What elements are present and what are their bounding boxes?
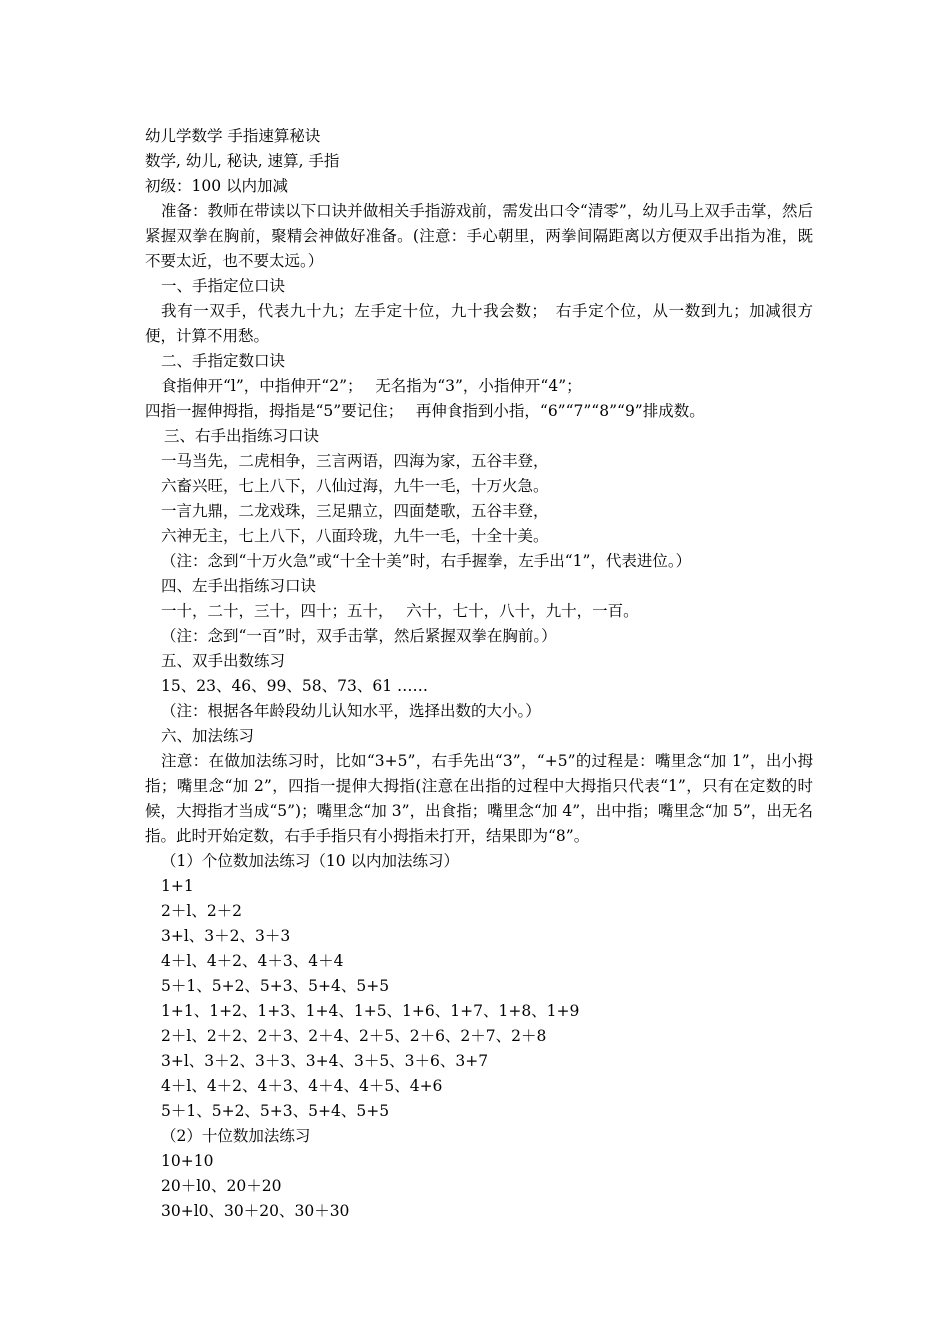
practice-line: 1+1、1+2、1+3、1+4、1+5、1+6、1+7、1+8、1+9 <box>161 1002 580 1020</box>
section-5-note: （注：根据各年龄段幼儿认知水平，选择出数的大小。） <box>161 702 541 720</box>
practice-line: 3+l、3＋2、3＋3、3+4、3＋5、3＋6、3+7 <box>161 1052 489 1070</box>
doc-title: 幼儿学数学 手指速算秘诀 <box>145 127 321 145</box>
practice-2-heading: （2）十位数加法练习 <box>161 1127 311 1145</box>
section-1-heading: 一、手指定位口诀 <box>161 277 286 295</box>
section-3-line: 一马当先，二虎相争，三言两语，四海为家，五谷丰登， <box>161 452 549 470</box>
section-4-line: 一十，二十，三十，四十；五十， 六十，七十，八十，九十，一百。 <box>161 602 639 620</box>
practice-line: 5＋1、5+2、5+3、5+4、5+5 <box>161 977 390 995</box>
section-3-heading: 三、右手出指练习口诀 <box>164 427 320 445</box>
section-5-heading: 五、双手出数练习 <box>161 652 286 670</box>
section-2-heading: 二、手指定数口诀 <box>161 352 286 370</box>
section-3-note: （注：念到“十万火急”或“十全十美”时，右手握拳，左手出“1”，代表进位。） <box>161 552 692 570</box>
doc-level: 初级：100 以内加减 <box>145 177 289 195</box>
section-6-text: 注意：在做加法练习时，比如“3+5”，右手先出“3”，“+5”的过程是：嘴里念“加 1”，出小拇指；嘴里念“加 2”，四指一提伸大拇指(注意在出指的过程中大拇指只代表“1”，只有在定数的时候，大拇指才当成“5”)；嘴里念“加 3”，出食指；嘴里念“加 4”，出中指；嘴里念“加 5”，出无名指。此时开始定数，右手手指只有小拇指未打开，结果即为“8”。 <box>145 752 813 845</box>
doc-keywords: 数学, 幼儿, 秘诀, 速算, 手指 <box>145 152 340 170</box>
practice-line: 20＋l0、20＋20 <box>161 1177 282 1195</box>
practice-line: 5＋1、5+2、5+3、5+4、5+5 <box>161 1102 390 1120</box>
section-3-line: 一言九鼎，二龙戏珠，三足鼎立，四面楚歌，五谷丰登， <box>161 502 549 520</box>
section-2-line-2: 四指一握伸拇指，拇指是“5”要记住； 再伸食指到小指，“6”“7”“8”“9”排成数。 <box>145 402 705 420</box>
practice-line: 1+1 <box>161 877 194 895</box>
section-1-text: 我有一双手，代表九十九；左手定十位，九十我会数； 右手定个位，从一数到九；加减很方便，计算不用愁。 <box>145 302 813 345</box>
section-3-line: 六神无主，七上八下，八面玲珑，九牛一毛，十全十美。 <box>161 527 549 545</box>
section-5-line: 15、23、46、99、58、73、61 …… <box>161 677 428 695</box>
practice-line: 4＋l、4＋2、4＋3、4＋4 <box>161 952 344 970</box>
practice-line: 4＋l、4＋2、4＋3、4＋4、4＋5、4+6 <box>161 1077 443 1095</box>
practice-line: 2＋l、2＋2、2＋3、2＋4、2＋5、2＋6、2＋7、2＋8 <box>161 1027 547 1045</box>
section-2-line-1: 食指伸开“l”，中指伸开“2”； 无名指为“3”，小指伸开“4”； <box>161 377 582 395</box>
section-4-heading: 四、左手出指练习口诀 <box>161 577 317 595</box>
prep-paragraph: 准备：教师在带读以下口诀并做相关手指游戏前，需发出口令“清零”，幼儿马上双手击掌，然后紧握双拳在胸前，聚精会神做好准备。(注意：手心朝里，两拳间隔距离以方便双手出指为准，既不要太近，也不要太远。） <box>145 202 813 270</box>
section-3-line: 六畜兴旺，七上八下，八仙过海，九牛一毛，十万火急。 <box>161 477 549 495</box>
section-4-note: （注：念到“一百”时，双手击掌，然后紧握双拳在胸前。） <box>161 627 557 645</box>
practice-line: 10+10 <box>161 1152 214 1170</box>
practice-line: 30+l0、30＋20、30＋30 <box>161 1202 350 1220</box>
section-6-heading: 六、加法练习 <box>161 727 255 745</box>
practice-line: 2＋l、2＋2 <box>161 902 243 920</box>
practice-1-heading: （1）个位数加法练习（10 以内加法练习） <box>161 852 460 870</box>
practice-line: 3+l、3＋2、3＋3 <box>161 927 291 945</box>
document-body <box>145 124 813 1224</box>
